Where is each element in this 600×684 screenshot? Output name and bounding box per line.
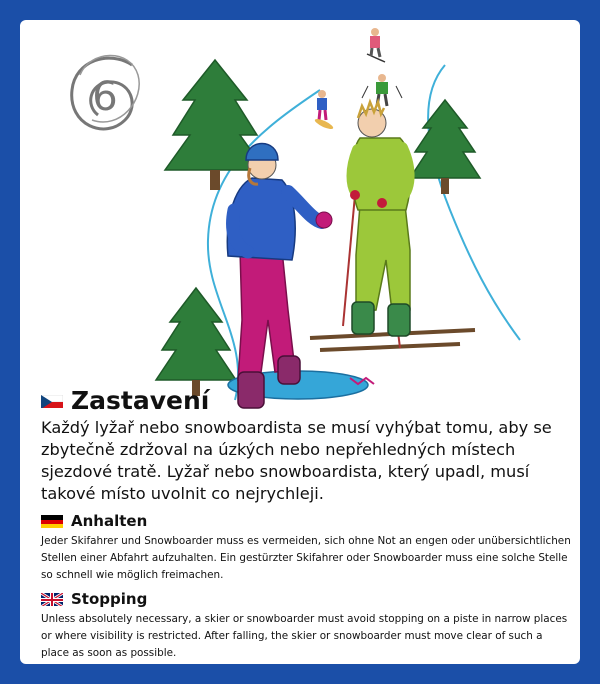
glove-icon: [350, 190, 360, 200]
section-czech-heading: [41, 386, 565, 415]
section-english-text: Unless absolutely necessary, a skier or snowboarder must avoid stopping on a piste in narrow places or where visibility is restricted. After falling, the skier or snowboarder must move clear of such a place as soon as possible.: [41, 613, 568, 659]
woman-snowboarder-figure: [227, 144, 332, 409]
distant-skier-icon: [362, 74, 402, 106]
section-english: [41, 590, 571, 662]
distant-snowboarder-icon: [314, 90, 335, 131]
ski: [320, 344, 460, 350]
section-german-title: Anhalten: [71, 512, 148, 530]
badge-number: 6: [92, 74, 118, 120]
czech-flag-icon: [41, 394, 63, 408]
section-german-text: Jeder Skifahrer und Snowboarder muss es vermeiden, sich ohne Not an engen oder unübersichtlichen Stellen einer Abfahrt aufzuhalten. Ein gestürzter Skifahrer oder Snowboarder muss eine solche Stelle so schnell wie möglich freimachen.: [41, 535, 571, 581]
glove-icon: [377, 198, 387, 208]
ski-slope-illustration: [20, 20, 580, 412]
tree-icon: [156, 288, 236, 396]
section-german-heading: [41, 512, 571, 530]
section-german: [41, 512, 571, 584]
tree-icon: [410, 100, 480, 194]
section-english-title: Stopping: [71, 590, 148, 608]
section-czech: [41, 386, 565, 505]
uk-flag-icon: [41, 592, 63, 606]
section-czech-text: Každý lyžař nebo snowboardista se musí vyhýbat tomu, aby se zbytečně zdržoval na úzkých nebo nepřehledných místech sjezdové tratě. Lyžař nebo snowboardista, který upadl, musí takové místo uvolnit co nejrychleji.: [41, 418, 552, 503]
glove-icon: [316, 212, 332, 228]
german-flag-icon: [41, 514, 63, 528]
rule-number-badge: [72, 55, 139, 128]
section-english-heading: [41, 590, 571, 608]
distant-skier-icon: [367, 28, 385, 62]
section-czech-title: Zastavení: [71, 386, 210, 415]
